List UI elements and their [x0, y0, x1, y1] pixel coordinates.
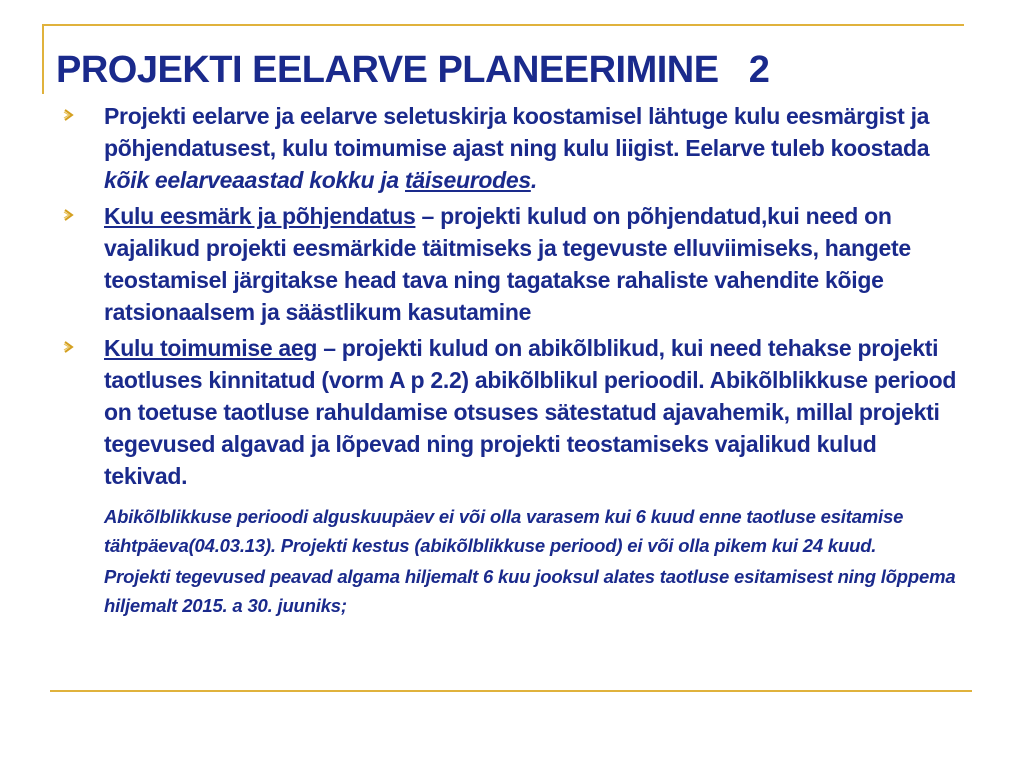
slide-title: PROJEKTI EELARVE PLANEERIMINE 2 — [56, 49, 770, 91]
left-frame-line — [42, 24, 44, 94]
bullet-2-heading: Kulu eesmärk ja põhjendatus — [104, 203, 416, 229]
arrow-bullet-icon — [62, 208, 76, 222]
slide-body — [62, 100, 962, 620]
bullet-item-2 — [62, 200, 962, 328]
bullet-1-end: . — [530, 167, 537, 193]
arrow-bullet-icon — [62, 108, 76, 122]
bullet-1-italic: kõik eelarveaastad kokku ja — [104, 167, 406, 193]
bullet-item-1 — [62, 100, 962, 196]
bullet-1-text: Projekti eelarve ja eelarve seletuskirja koostamisel lähtuge kulu eesmärgist ja põhjendatusest, kulu toimumise ajast ning kulu liigist. Eelarve tuleb koostada — [104, 103, 930, 161]
top-frame-line — [42, 24, 964, 26]
bullet-3-heading: Kulu toimumise aeg — [104, 335, 318, 361]
bullet-2-text: – projekti kulud on põhjendatud,kui need on vajalikud projekti eesmärkide täitmiseks ja tegevuste elluviimiseks, hangete teostamisel järgitakse head tava ning tagatakse rahaliste vahendite kõige ratsionaalsem ja säästlikum kasutamine — [104, 203, 911, 325]
bullet-item-3 — [62, 332, 962, 492]
bullet-3-text: – projekti kulud on abikõlblikud, kui need tehakse projekti taotluses kinnitatud (vorm A p 2.2) abikõlblikul perioodil. Abikõlblikkuse periood on toetuse taotluse rahuldamise otsuses sätestatud ajavahemik, millal projekti tegevused algavad ja lõpevad ning projekti teostamiseks vajalikud kulud tekivad. — [104, 335, 957, 489]
bullet-1-underlined: täiseurodes — [405, 167, 531, 193]
bottom-frame-line — [50, 690, 972, 692]
note-paragraph-2: Projekti tegevused peavad algama hiljemalt 6 kuu jooksul alates taotluse esitamisest ning lõppema hiljemalt 2015. a 30. juuniks; — [104, 566, 956, 616]
note-paragraph-1: Abikõlblikkuse perioodi alguskuupäev ei või olla varasem kui 6 kuud enne taotluse esitamise tähtpäeva(04.03.13). Projekti kestus (abikõlblikkuse periood) ei või olla pikem kui 24 kuud. — [104, 506, 904, 556]
arrow-bullet-icon — [62, 340, 76, 354]
